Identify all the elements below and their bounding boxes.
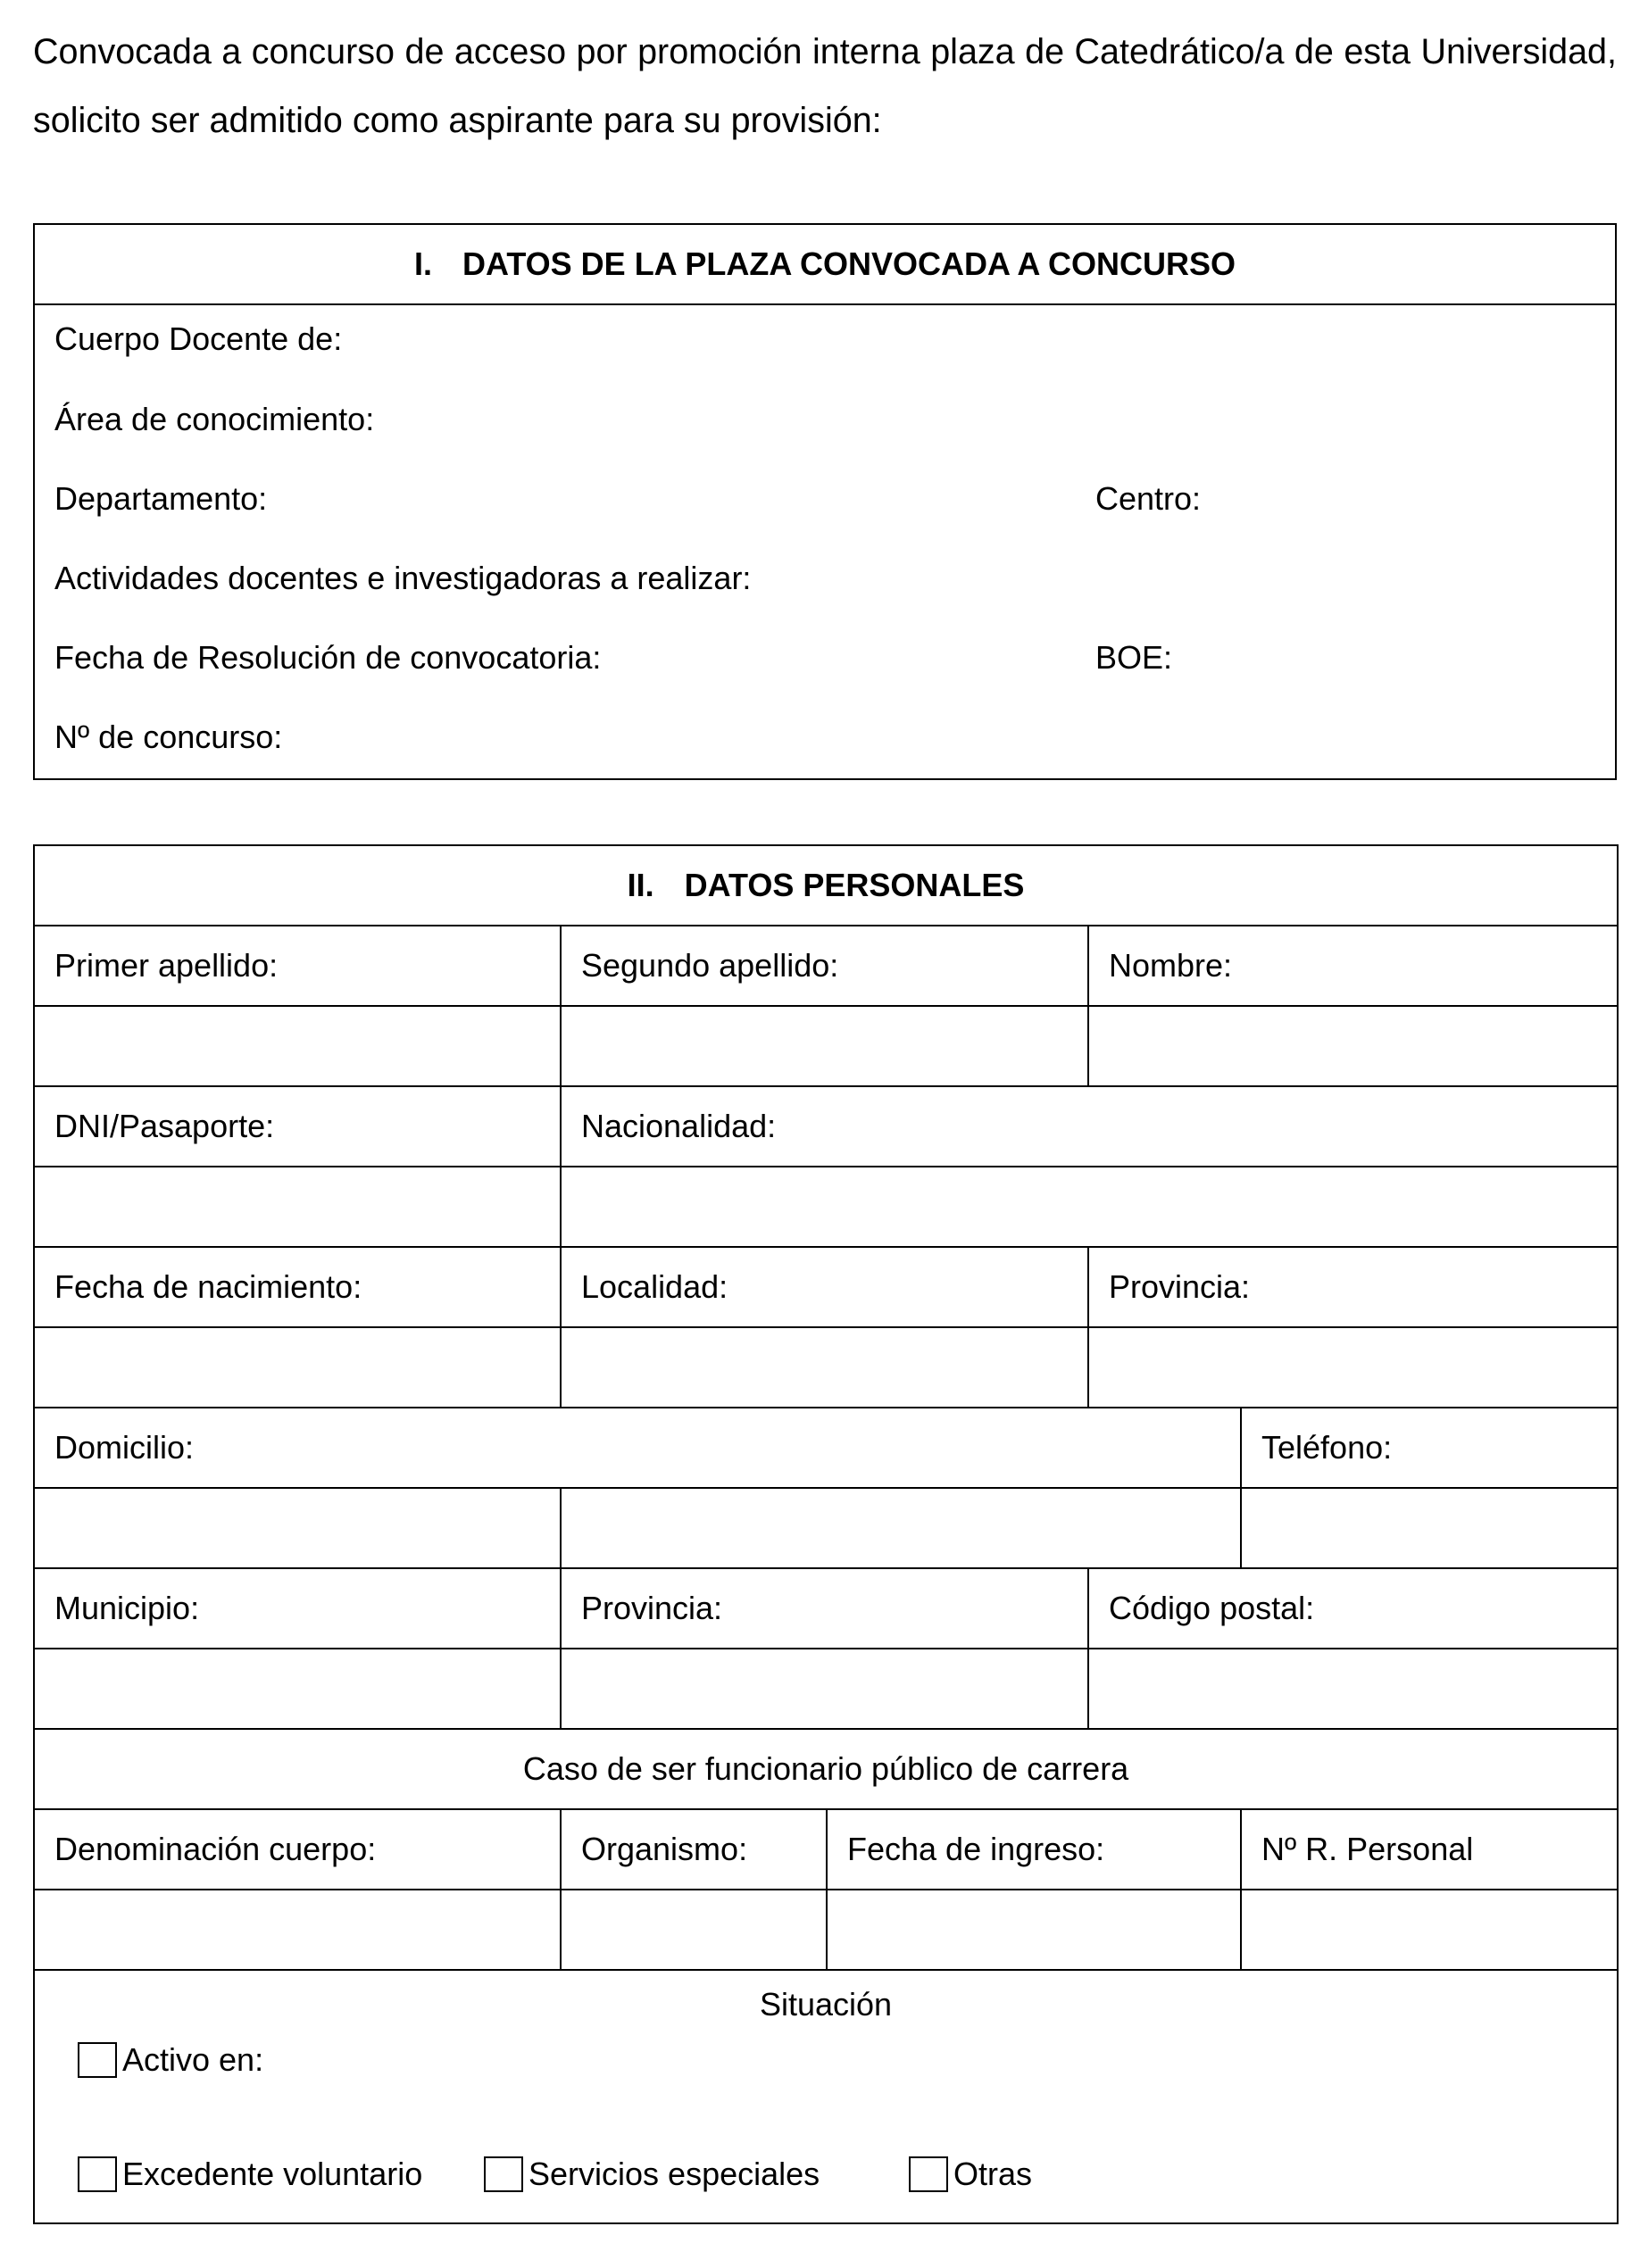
domicilio-input-part2[interactable] [561, 1488, 1241, 1568]
denominacion-cuerpo-label: Denominación cuerpo: [34, 1809, 561, 1890]
situacion-area [34, 1970, 1618, 2223]
provincia-input[interactable] [561, 1649, 1088, 1729]
fecha-nacimiento-input[interactable] [34, 1327, 561, 1408]
numero-concurso-field[interactable]: Nº de concurso: [54, 719, 283, 755]
telefono-input[interactable] [1241, 1488, 1618, 1568]
funcionario-heading: Caso de ser funcionario público de carrera [34, 1729, 1618, 1809]
activo-option[interactable] [78, 2042, 263, 2078]
otras-checkbox[interactable] [909, 2156, 948, 2192]
boe-field[interactable]: BOE: [1095, 639, 1173, 676]
domicilio-input-part1[interactable] [34, 1488, 561, 1568]
area-conocimiento-field[interactable]: Área de conocimiento: [54, 401, 375, 437]
section-2-header [34, 845, 1618, 926]
provincia-nacimiento-label: Provincia: [1088, 1247, 1618, 1327]
organismo-label: Organismo: [561, 1809, 827, 1890]
actividades-field[interactable]: Actividades docentes e investigadoras a realizar: [54, 560, 752, 596]
primer-apellido-label: Primer apellido: [34, 926, 561, 1006]
activo-label: Activo en: [122, 2041, 264, 2078]
nombre-label: Nombre: [1088, 926, 1618, 1006]
dni-label: DNI/Pasaporte: [34, 1086, 561, 1167]
localidad-input[interactable] [561, 1327, 1088, 1408]
centro-field[interactable]: Centro: [1095, 480, 1202, 517]
section-1-title: DATOS DE LA PLAZA CONVOCADA A CONCURSO [462, 245, 1236, 282]
excedente-label: Excedente voluntario [122, 2156, 423, 2192]
telefono-label: Teléfono: [1241, 1408, 1618, 1488]
section-1-header [34, 224, 1616, 304]
situacion-title: Situación [759, 1986, 893, 2023]
domicilio-label: Domicilio: [34, 1408, 1241, 1488]
section-2-title: DATOS PERSONALES [684, 867, 1025, 903]
segundo-apellido-label: Segundo apellido: [561, 926, 1088, 1006]
localidad-label: Localidad: [561, 1247, 1088, 1327]
organismo-input[interactable] [561, 1890, 827, 1970]
municipio-label: Municipio: [34, 1568, 561, 1649]
plaza-section-table [33, 223, 1617, 780]
fecha-ingreso-input[interactable] [827, 1890, 1241, 1970]
otras-label: Otras [953, 2156, 1033, 2192]
servicios-especiales-checkbox[interactable] [484, 2156, 523, 2192]
section-2-number: II. [627, 867, 654, 903]
servicios-especiales-label: Servicios especiales [529, 2156, 820, 2192]
cuerpo-docente-field[interactable]: Cuerpo Docente de: [54, 320, 343, 357]
denominacion-cuerpo-input[interactable] [34, 1890, 561, 1970]
nrp-label: Nº R. Personal [1241, 1809, 1618, 1890]
otras-option[interactable] [909, 2156, 1032, 2192]
fecha-ingreso-label: Fecha de ingreso: [827, 1809, 1241, 1890]
plaza-fields-area [34, 304, 1616, 779]
activo-checkbox[interactable] [78, 2042, 117, 2078]
fecha-resolucion-field[interactable]: Fecha de Resolución de convocatoria: [54, 639, 602, 676]
primer-apellido-input[interactable] [34, 1006, 561, 1086]
nacionalidad-label: Nacionalidad: [561, 1086, 1618, 1167]
provincia-nacimiento-input[interactable] [1088, 1327, 1618, 1408]
dni-input[interactable] [34, 1167, 561, 1247]
fecha-nacimiento-label: Fecha de nacimiento: [34, 1247, 561, 1327]
intro-paragraph: Convocada a concurso de acceso por promoción interna plaza de Catedrático/a de esta Universidad, solicito ser admitido como aspirante para su provisión: [33, 32, 1617, 140]
excedente-option[interactable] [78, 2156, 422, 2192]
codigo-postal-input[interactable] [1088, 1649, 1618, 1729]
section-1-number: I. [413, 245, 432, 282]
provincia-label: Provincia: [561, 1568, 1088, 1649]
nacionalidad-input[interactable] [561, 1167, 1618, 1247]
nrp-input[interactable] [1241, 1890, 1618, 1970]
datos-personales-table [33, 844, 1619, 2224]
departamento-field[interactable]: Departamento: [54, 480, 268, 517]
servicios-especiales-option[interactable] [484, 2156, 820, 2192]
segundo-apellido-input[interactable] [561, 1006, 1088, 1086]
nombre-input[interactable] [1088, 1006, 1618, 1086]
municipio-input[interactable] [34, 1649, 561, 1729]
excedente-checkbox[interactable] [78, 2156, 117, 2192]
codigo-postal-label: Código postal: [1088, 1568, 1618, 1649]
